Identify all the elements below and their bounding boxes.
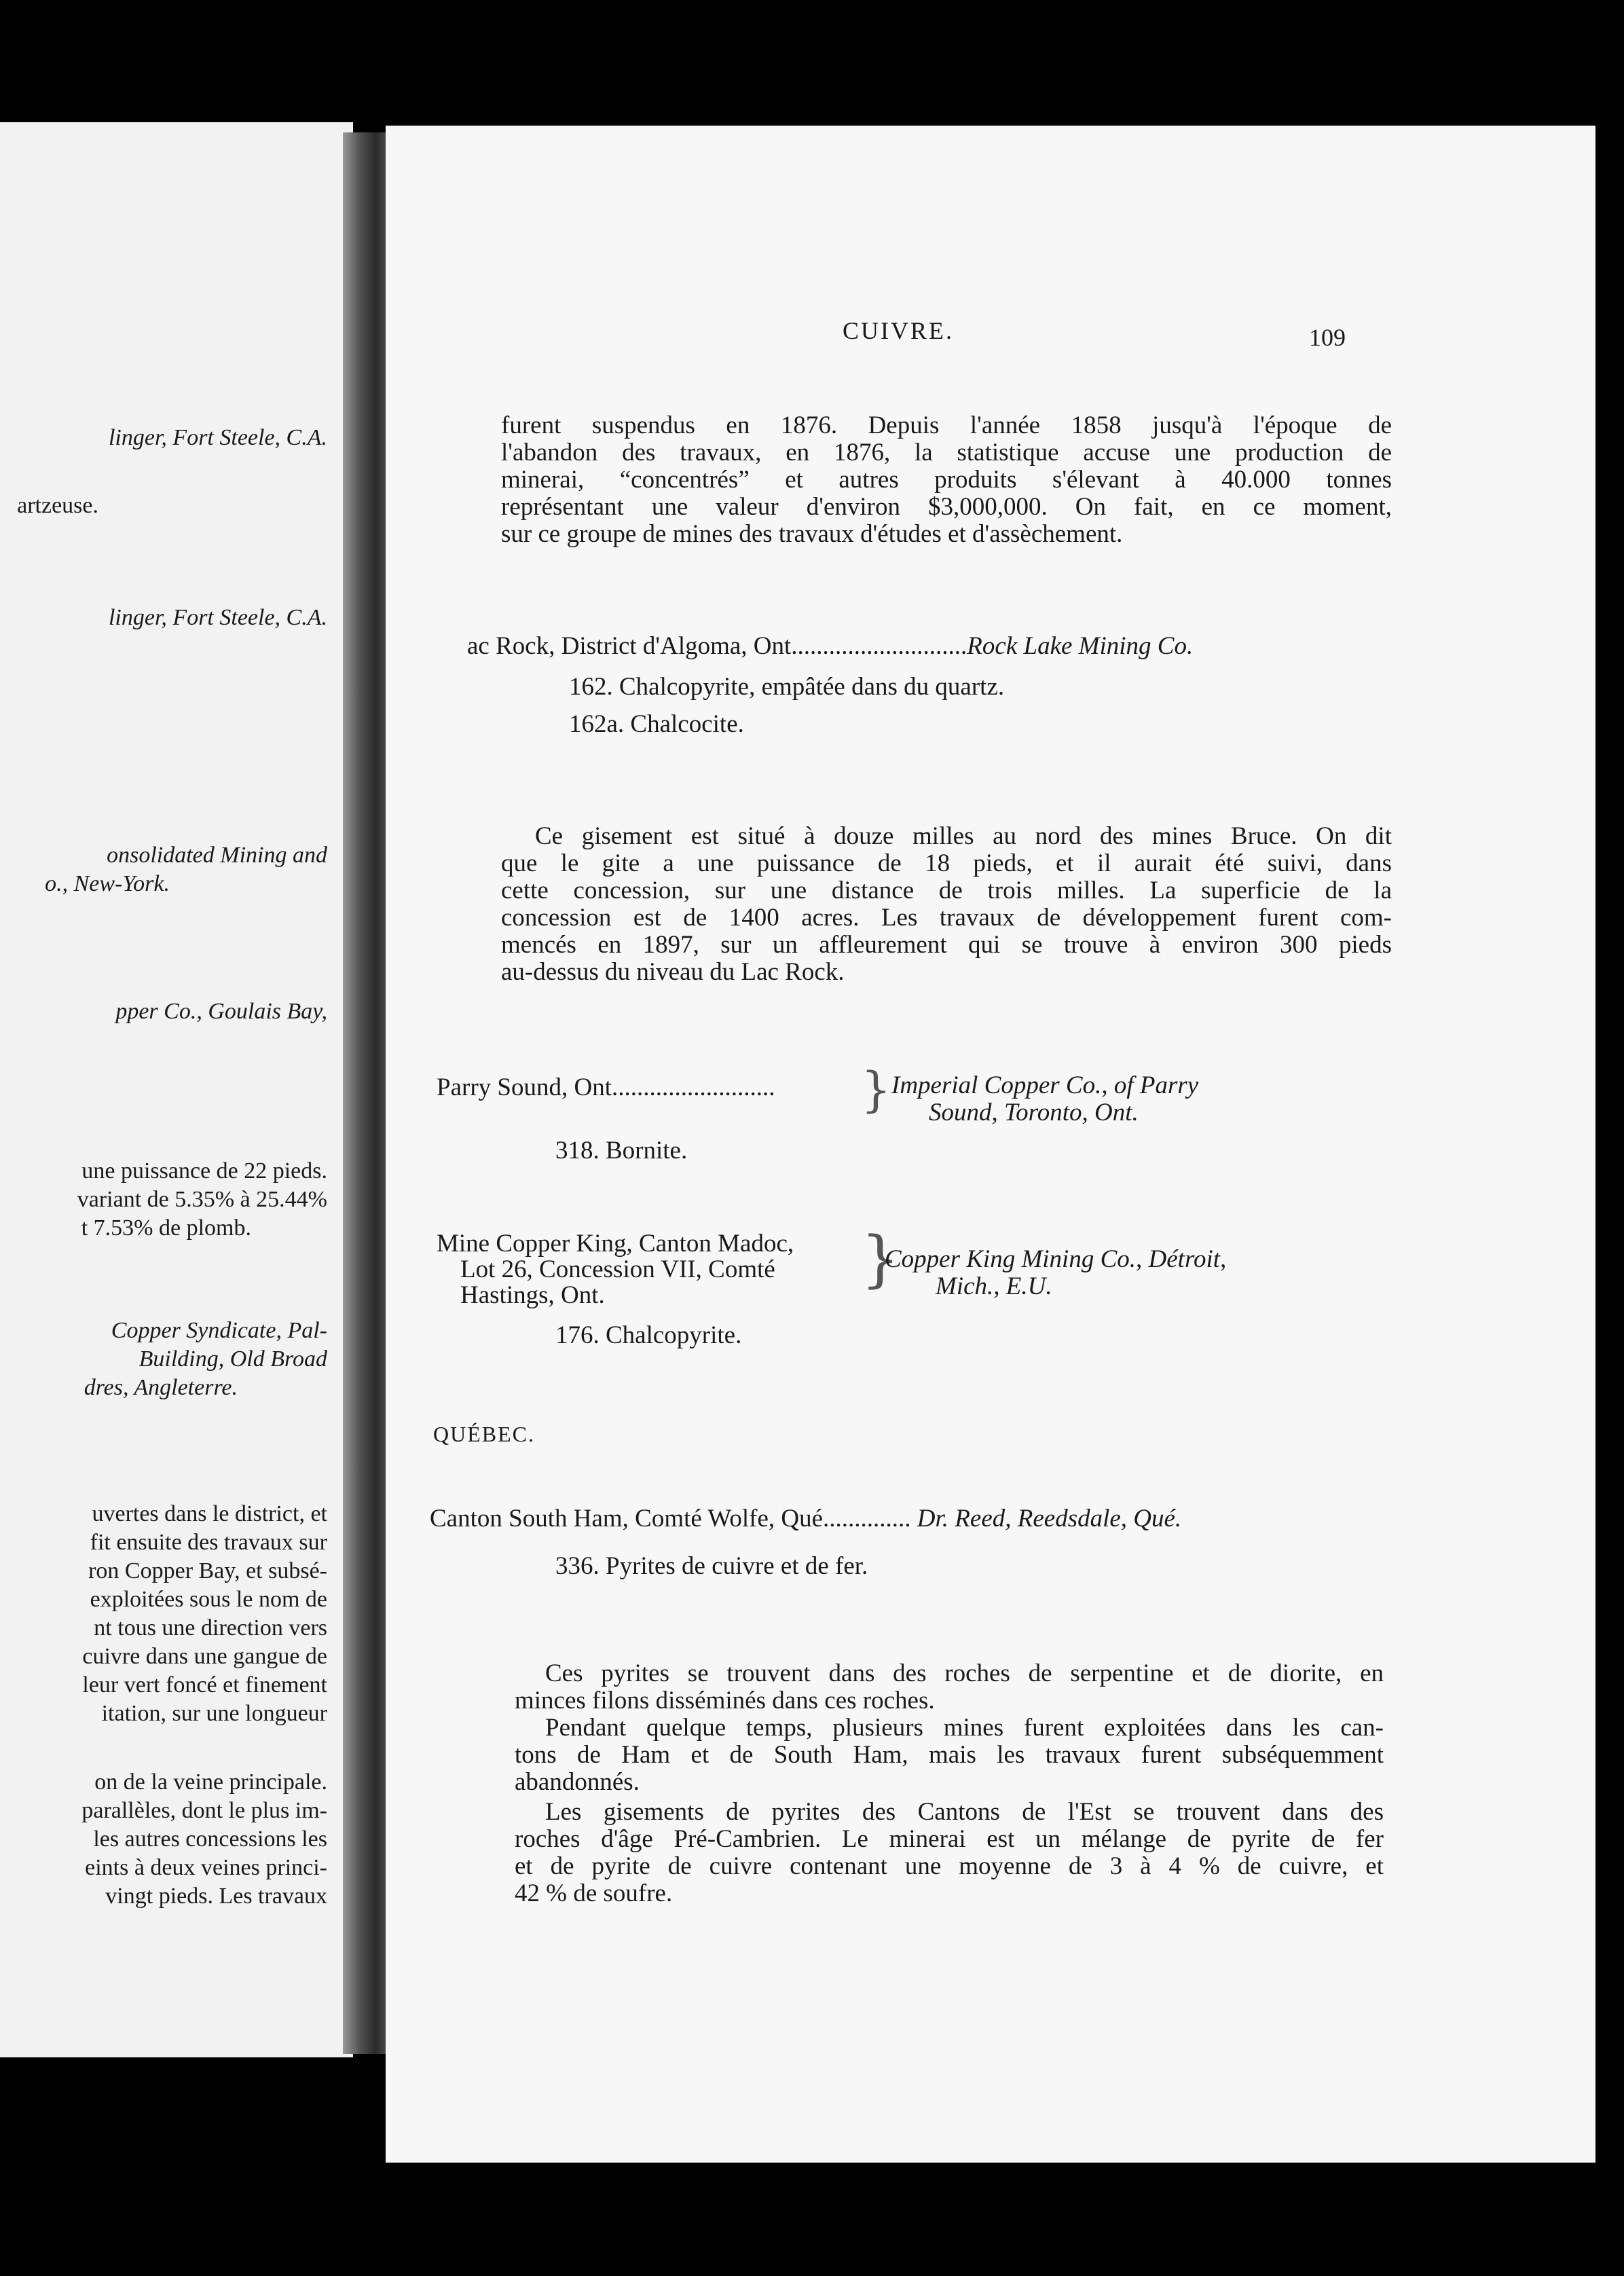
left-line: eints à deux veines princi- [85, 1855, 327, 1880]
paragraph-line: abandonnés. [515, 1768, 640, 1796]
sample-line: 176. Chalcopyrite. [555, 1321, 742, 1349]
entry-owner: Copper King Mining Co., Détroit, [885, 1245, 1227, 1273]
paragraph-line: minces filons disséminés dans ces roches. [515, 1687, 935, 1714]
sample-line: 162a. Chalcocite. [569, 710, 744, 738]
left-line: les autres concessions les [93, 1827, 327, 1852]
left-line: nt tous une direction vers [94, 1615, 327, 1640]
entry-location: Hastings, Ont. [460, 1281, 605, 1309]
paragraph-line: Ces pyrites se trouvent dans des roches de serpentine et de diorite, en [545, 1659, 1384, 1687]
left-line: on de la veine principale. [94, 1769, 327, 1795]
paragraph-line: concession est de 1400 acres. Les travaux de développement furent com- [501, 904, 1392, 932]
running-header-title: CUIVRE. [843, 317, 954, 344]
paragraph-line: cette concession, sur une distance de trois milles. La superficie de la [501, 877, 1392, 904]
sample-line: 318. Bornite. [555, 1137, 688, 1164]
paragraph-line: Pendant quelque temps, plusieurs mines furent exploitées dans les can- [545, 1714, 1384, 1742]
left-page [0, 122, 353, 2057]
page-number: 109 [1309, 324, 1346, 351]
left-line: Copper Syndicate, Pal- [111, 1318, 327, 1343]
entry-location: ac Rock, District d'Algoma, Ont............................Rock Lake Mining Co. [467, 632, 1194, 660]
entry-owner: Imperial Copper Co., of Parry [891, 1071, 1199, 1099]
left-line: t 7.53% de plomb. [81, 1215, 251, 1241]
entry-location: Parry Sound, Ont.......................... [437, 1073, 775, 1101]
paragraph-line: représentant une valeur d'environ $3,000,000. On fait, en ce moment, [501, 493, 1392, 521]
left-line: exploitées sous le nom de [90, 1587, 327, 1612]
left-line: uvertes dans le district, et [92, 1501, 327, 1526]
paragraph-line: 42 % de soufre. [515, 1879, 673, 1907]
left-line: une puissance de 22 pieds. [81, 1158, 327, 1183]
entry-owner: Mich., E.U. [936, 1272, 1052, 1300]
sample-line: 162. Chalcopyrite, empâtée dans du quartz. [569, 673, 1005, 701]
left-line: artzeuse. [17, 493, 98, 518]
paragraph-line: mencés en 1897, sur un affleurement qui se trouve à environ 300 pieds [501, 931, 1392, 959]
sample-line: 336. Pyrites de cuivre et de fer. [555, 1552, 868, 1580]
left-line: pper Co., Goulais Bay, [115, 999, 327, 1024]
left-line: itation, sur une longueur [101, 1701, 327, 1726]
left-line: variant de 5.35% à 25.44% [77, 1187, 327, 1212]
left-line: Building, Old Broad [139, 1346, 327, 1372]
left-line: fit ensuite des travaux sur [90, 1530, 327, 1555]
left-line: vingt pieds. Les travaux [105, 1884, 327, 1909]
left-line: cuivre dans une gangue de [82, 1644, 327, 1669]
left-line: onsolidated Mining and [107, 843, 327, 868]
entry-location: Canton South Ham, Comté Wolfe, Qué.............. Dr. Reed, Reedsdale, Qué. [430, 1505, 1182, 1532]
left-line: o., New-York. [45, 871, 170, 896]
entry-location: Mine Copper King, Canton Madoc, [437, 1230, 794, 1258]
left-line: linger, Fort Steele, C.A. [108, 425, 327, 450]
paragraph-line: Ce gisement est situé à douze milles au nord des mines Bruce. On dit [535, 822, 1392, 850]
left-line: ron Copper Bay, et subsé- [88, 1558, 327, 1583]
brace-mark: } [861, 1062, 891, 1118]
main-page [386, 126, 1595, 2163]
paragraph-line: minerai, “concentrés” et autres produits s'élevant à 40.000 tonnes [501, 466, 1392, 494]
left-line: dres, Angleterre. [84, 1375, 238, 1400]
entry-location: Lot 26, Concession VII, Comté [460, 1255, 775, 1283]
paragraph-line: et de pyrite de cuivre contenant une moyenne de 3 à 4 % de cuivre, et [515, 1852, 1384, 1880]
left-line: parallèles, dont le plus im- [81, 1798, 327, 1823]
left-line: leur vert foncé et finement [82, 1672, 327, 1697]
paragraph-line: que le gite a une puissance de 18 pieds, et il aurait été suivi, dans [501, 849, 1392, 877]
paragraph-line: l'abandon des travaux, en 1876, la statistique accuse une production de [501, 439, 1392, 466]
paragraph-line: sur ce groupe de mines des travaux d'études et d'assèchement. [501, 520, 1123, 548]
entry-owner: Sound, Toronto, Ont. [929, 1099, 1139, 1126]
paragraph-line: Les gisements de pyrites des Cantons de l'Est se trouvent dans des [545, 1798, 1384, 1826]
paragraph-line: tons de Ham et de South Ham, mais les travaux furent subséquemment [515, 1741, 1384, 1769]
paragraph-line: au-dessus du niveau du Lac Rock. [501, 958, 845, 986]
paragraph-line: furent suspendus en 1876. Depuis l'année 1858 jusqu'à l'époque de [501, 411, 1392, 439]
left-line: linger, Fort Steele, C.A. [108, 605, 327, 630]
brace-mark: } [861, 1224, 900, 1295]
section-heading-quebec: QUÉBEC. [433, 1422, 535, 1446]
paragraph-line: roches d'âge Pré-Cambrien. Le minerai est un mélange de pyrite de fer [515, 1825, 1384, 1853]
